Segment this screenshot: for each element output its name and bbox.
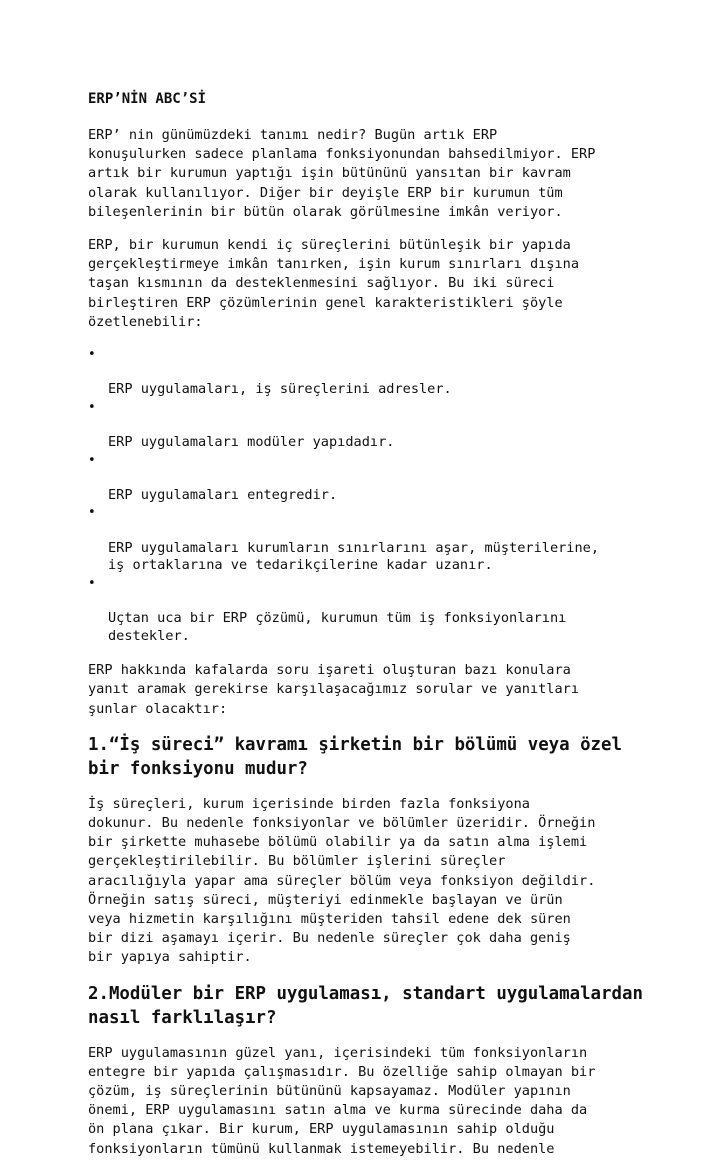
characteristics-list [88,346,648,645]
list-item-text: ERP uygulamaları, iş süreçlerini adresler. [108,381,452,398]
list-item-text: ERP uygulamaları kurumların sınırlarını aşar, müşterilerine, iş ortaklarına ve tedarikçilerine kadar uzanır. [108,539,600,574]
document-content [88,88,648,1173]
intro-paragraph-1: ERP’ nin günümüzdeki tanımı nedir? Bugün artık ERP konuşulurken sadece planlama fonksiyonundan bahsedilmiyor. ERP artık bir kurumun yaptığı işin bütününü yansıtan bir kavram olarak kullanılıyor. Diğer bir deyişle ERP bir kurumun tüm bileşenlerinin bir bütün olarak görülmesine imkân veriyor. [88,127,596,220]
section-2-body: ERP uygulamasının güzel yanı, içerisindeki tüm fonksiyonların entegre bir yapıda çalışmasıdır. Bu özelliğe sahip olmayan bir çözüm, iş süreçlerinin bütününü kapsayamaz. Modüler yapının önemi, ERP uygulamasını satın alma ve kurma sürecinde daha da ön plana çıkar. Bir kurum, ERP uygulamasının sahip olduğu fonksiyonların tümünü kullanmak istemeyebilir. Bu nedenle [88,1044,596,1157]
section-1-body: İş süreçleri, kurum içerisinde birden fazla fonksiyona dokunur. Bu nedenle fonksiyonlar ve bölümler üzeridir. Örneğin bir şirkette muhasebe bölümü olabilir ya da satın alma işlemi gerçekleştirilebilir. Bu bölümler işlerini süreçler aracılığıyla yapar ama süreçler bölüm veya fonksiyon değildir. Örneğin satış süreci, müşteriyi edinmekle başlayan ve ürün veya hizmetin karşılığını müşteriden tahsil edene dek süren bir dizi aşamayı içerir. Bu nedenle süreçler çok daha geniş bir yapıya sahiptir. [88,795,596,966]
intro-paragraph-2: ERP, bir kurumun kendi iç süreçlerini bütünleşik bir yapıda gerçekleştirmeye imkân tanırken, işin kurum sınırları dışına taşan kısmının da desteklenmesini sağlıyor. Bu iki süreci birleştiren ERP çözümlerinin genel karakteristikleri şöyle özetlenebilir: [88,237,580,330]
list-item [88,504,648,574]
list-item-text: ERP uygulamaları modüler yapıdadır. [108,434,395,450]
bullet-dot-icon: • [88,452,96,468]
list-item [88,346,648,399]
list-item-text: ERP uygulamaları entegredir. [108,486,338,503]
list-item-text: Uçtan uca bir ERP çözümü, kurumun tüm iş fonksiyonlarını destekler. [108,609,567,644]
bullet-dot-icon: • [88,399,96,415]
questions-intro-paragraph: ERP hakkında kafalarda soru işareti oluşturan bazı konulara yanıt aramak gerekirse karşılaşacağımız sorular ve yanıtları şunlar olacaktır: [88,662,580,717]
section-2-heading: 2.Modüler bir ERP uygulaması, standart uygulamalardan nasıl farklılaşır? [88,983,643,1028]
section-1-heading: 1.“İş süreci” kavramı şirketin bir bölümü veya özel bir fonksiyonu mudur? [88,734,622,779]
bullet-dot-icon: • [88,505,96,521]
bullet-dot-icon: • [88,347,96,363]
list-item [88,452,648,505]
bullet-dot-icon: • [88,575,96,591]
list-item [88,399,648,452]
list-item [88,575,648,645]
document-title: ERP’NİN ABC’Sİ [88,91,207,107]
